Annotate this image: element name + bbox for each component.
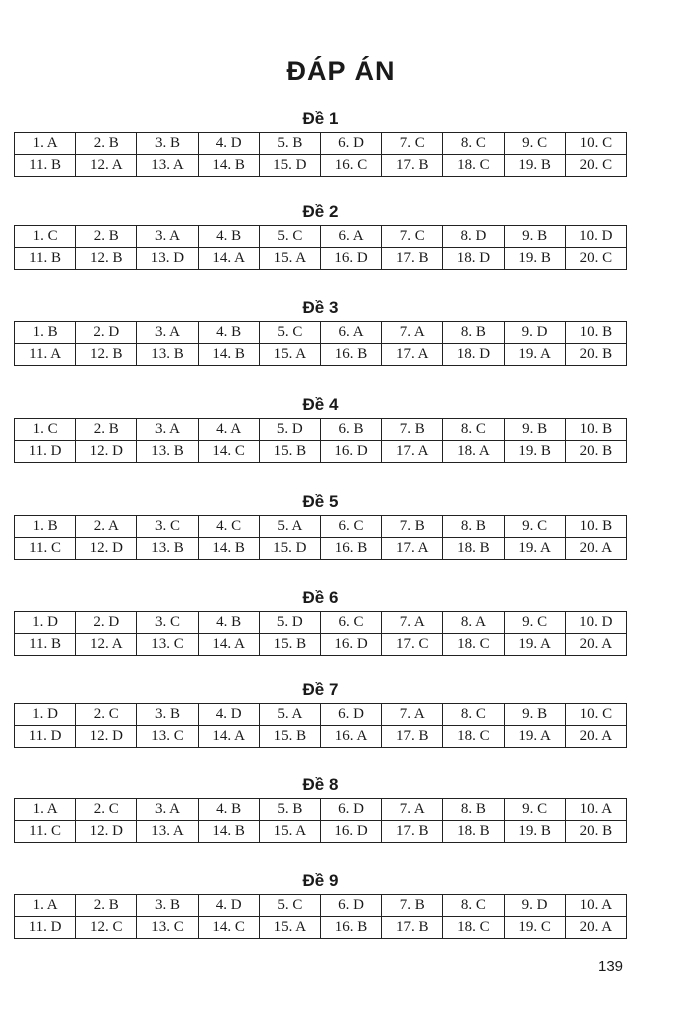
answer-cell: 11. C	[15, 821, 76, 843]
answer-cell: 8. D	[443, 226, 504, 248]
exam-block	[14, 772, 627, 843]
answer-cell: 3. B	[137, 704, 198, 726]
answer-cell: 15. D	[259, 538, 320, 560]
answer-cell: 20. A	[565, 538, 626, 560]
exam-heading: Đề 2	[302, 202, 339, 221]
table-row	[15, 516, 627, 538]
answer-cell: 3. B	[137, 895, 198, 917]
exam-heading: Đề 5	[302, 492, 339, 511]
answer-cell: 14. A	[198, 248, 259, 270]
answer-cell: 12. D	[76, 538, 137, 560]
answer-cell: 15. A	[259, 917, 320, 939]
answer-cell: 14. A	[198, 634, 259, 656]
answer-cell: 10. B	[565, 322, 626, 344]
exam-block	[14, 677, 627, 748]
answer-cell: 13. B	[137, 441, 198, 463]
answer-cell: 19. A	[504, 634, 565, 656]
answer-cell: 4. D	[198, 704, 259, 726]
answer-cell: 7. A	[382, 704, 443, 726]
answer-cell: 11. B	[15, 634, 76, 656]
answer-cell: 5. B	[259, 133, 320, 155]
answer-cell: 9. C	[504, 133, 565, 155]
answer-cell: 11. B	[15, 248, 76, 270]
answer-cell: 9. B	[504, 419, 565, 441]
answer-cell: 1. A	[15, 799, 76, 821]
table-row	[15, 133, 627, 155]
exam-heading: Đề 7	[302, 680, 339, 699]
answer-cell: 16. A	[320, 726, 381, 748]
answer-cell: 12. D	[76, 441, 137, 463]
exam-block	[14, 295, 627, 366]
answer-cell: 15. A	[259, 344, 320, 366]
answer-table	[14, 418, 627, 463]
answer-cell: 20. B	[565, 821, 626, 843]
answer-cell: 10. D	[565, 226, 626, 248]
answer-cell: 18. B	[443, 821, 504, 843]
answer-cell: 17. C	[382, 634, 443, 656]
exam-heading: Đề 8	[302, 775, 339, 794]
table-row	[15, 344, 627, 366]
answer-cell: 16. C	[320, 155, 381, 177]
answer-table	[14, 132, 627, 177]
answer-cell: 13. C	[137, 917, 198, 939]
answer-cell: 10. C	[565, 133, 626, 155]
answer-cell: 12. B	[76, 344, 137, 366]
answer-table	[14, 703, 627, 748]
answer-cell: 8. C	[443, 419, 504, 441]
answer-cell: 13. A	[137, 821, 198, 843]
answer-cell: 12. B	[76, 248, 137, 270]
exam-block	[14, 868, 627, 939]
page-title: ĐÁP ÁN	[286, 56, 396, 86]
table-row	[15, 704, 627, 726]
answer-cell: 11. A	[15, 344, 76, 366]
answer-cell: 6. D	[320, 799, 381, 821]
answer-cell: 4. B	[198, 322, 259, 344]
answer-cell: 9. C	[504, 612, 565, 634]
answer-cell: 9. C	[504, 799, 565, 821]
answer-cell: 6. C	[320, 516, 381, 538]
answer-cell: 6. D	[320, 895, 381, 917]
table-row	[15, 155, 627, 177]
answer-cell: 2. C	[76, 704, 137, 726]
table-row	[15, 612, 627, 634]
answer-cell: 4. C	[198, 516, 259, 538]
answer-cell: 16. D	[320, 441, 381, 463]
answer-cell: 10. A	[565, 895, 626, 917]
answer-cell: 12. D	[76, 821, 137, 843]
answer-cell: 16. B	[320, 917, 381, 939]
answer-cell: 6. D	[320, 704, 381, 726]
answer-cell: 7. B	[382, 419, 443, 441]
answer-cell: 19. C	[504, 917, 565, 939]
answer-cell: 3. C	[137, 612, 198, 634]
answer-cell: 2. D	[76, 322, 137, 344]
answer-cell: 13. A	[137, 155, 198, 177]
answer-cell: 5. C	[259, 322, 320, 344]
answer-cell: 3. A	[137, 419, 198, 441]
answer-cell: 8. C	[443, 133, 504, 155]
answer-cell: 5. C	[259, 895, 320, 917]
answer-cell: 17. B	[382, 821, 443, 843]
answer-cell: 5. D	[259, 612, 320, 634]
answer-cell: 19. A	[504, 344, 565, 366]
answer-cell: 1. B	[15, 516, 76, 538]
answer-cell: 18. D	[443, 344, 504, 366]
answer-cell: 18. D	[443, 248, 504, 270]
answer-cell: 19. B	[504, 155, 565, 177]
answer-cell: 20. B	[565, 441, 626, 463]
answer-cell: 20. A	[565, 634, 626, 656]
answer-cell: 17. B	[382, 248, 443, 270]
answer-cell: 7. A	[382, 799, 443, 821]
answer-cell: 7. C	[382, 226, 443, 248]
answer-cell: 4. B	[198, 612, 259, 634]
answer-cell: 15. B	[259, 441, 320, 463]
answer-cell: 7. A	[382, 322, 443, 344]
answer-cell: 3. C	[137, 516, 198, 538]
answer-cell: 13. C	[137, 726, 198, 748]
table-row	[15, 726, 627, 748]
table-row	[15, 917, 627, 939]
answer-cell: 5. C	[259, 226, 320, 248]
answer-cell: 8. C	[443, 704, 504, 726]
answer-cell: 18. C	[443, 634, 504, 656]
answer-cell: 14. C	[198, 441, 259, 463]
table-row	[15, 419, 627, 441]
table-row	[15, 799, 627, 821]
answer-cell: 15. B	[259, 726, 320, 748]
answer-cell: 1. A	[15, 895, 76, 917]
answer-cell: 17. B	[382, 155, 443, 177]
answer-cell: 10. A	[565, 799, 626, 821]
answer-cell: 9. B	[504, 704, 565, 726]
answer-cell: 4. A	[198, 419, 259, 441]
answer-cell: 17. B	[382, 917, 443, 939]
answer-cell: 1. C	[15, 226, 76, 248]
answer-cell: 11. D	[15, 441, 76, 463]
answer-cell: 20. C	[565, 155, 626, 177]
answer-cell: 12. A	[76, 634, 137, 656]
table-row	[15, 538, 627, 560]
answer-cell: 17. A	[382, 344, 443, 366]
answer-cell: 9. C	[504, 516, 565, 538]
table-row	[15, 895, 627, 917]
answer-cell: 15. A	[259, 248, 320, 270]
answer-cell: 1. C	[15, 419, 76, 441]
answer-cell: 2. B	[76, 895, 137, 917]
answer-table	[14, 798, 627, 843]
answer-cell: 2. D	[76, 612, 137, 634]
answer-cell: 12. A	[76, 155, 137, 177]
answer-cell: 13. B	[137, 538, 198, 560]
answer-cell: 4. B	[198, 226, 259, 248]
answer-cell: 14. B	[198, 155, 259, 177]
answer-cell: 13. B	[137, 344, 198, 366]
answer-cell: 19. B	[504, 441, 565, 463]
answer-cell: 17. A	[382, 441, 443, 463]
answer-cell: 2. C	[76, 799, 137, 821]
answer-cell: 4. B	[198, 799, 259, 821]
answer-cell: 10. B	[565, 419, 626, 441]
answer-cell: 15. D	[259, 155, 320, 177]
answer-cell: 9. D	[504, 322, 565, 344]
answer-cell: 15. B	[259, 634, 320, 656]
answer-cell: 7. C	[382, 133, 443, 155]
answer-cell: 16. D	[320, 821, 381, 843]
exam-heading: Đề 9	[302, 871, 339, 890]
answer-cell: 4. D	[198, 133, 259, 155]
answer-cell: 19. A	[504, 538, 565, 560]
answer-cell: 7. B	[382, 895, 443, 917]
answer-cell: 14. B	[198, 344, 259, 366]
answer-cell: 3. B	[137, 133, 198, 155]
exam-heading: Đề 4	[302, 395, 339, 414]
answer-cell: 18. B	[443, 538, 504, 560]
answer-cell: 8. A	[443, 612, 504, 634]
exam-block	[14, 585, 627, 656]
answer-cell: 20. C	[565, 248, 626, 270]
answer-cell: 5. D	[259, 419, 320, 441]
answer-cell: 6. B	[320, 419, 381, 441]
exam-heading: Đề 6	[302, 588, 339, 607]
answer-cell: 19. B	[504, 821, 565, 843]
answer-cell: 13. D	[137, 248, 198, 270]
answer-cell: 7. B	[382, 516, 443, 538]
exam-block	[14, 106, 627, 177]
answer-table	[14, 225, 627, 270]
answer-cell: 20. B	[565, 344, 626, 366]
answer-cell: 10. D	[565, 612, 626, 634]
table-row	[15, 248, 627, 270]
answer-cell: 18. A	[443, 441, 504, 463]
answer-table	[14, 894, 627, 939]
answer-cell: 6. C	[320, 612, 381, 634]
answer-cell: 7. A	[382, 612, 443, 634]
answer-cell: 16. D	[320, 248, 381, 270]
answer-cell: 16. B	[320, 538, 381, 560]
answer-cell: 3. A	[137, 322, 198, 344]
exam-heading: Đề 1	[302, 109, 339, 128]
answer-cell: 2. B	[76, 133, 137, 155]
answer-cell: 20. A	[565, 917, 626, 939]
answer-cell: 14. C	[198, 917, 259, 939]
answer-cell: 3. A	[137, 799, 198, 821]
table-row	[15, 226, 627, 248]
answer-cell: 19. B	[504, 248, 565, 270]
answer-cell: 6. D	[320, 133, 381, 155]
answer-table	[14, 321, 627, 366]
answer-cell: 14. B	[198, 538, 259, 560]
answer-cell: 18. C	[443, 917, 504, 939]
answer-cell: 9. B	[504, 226, 565, 248]
answer-cell: 6. A	[320, 226, 381, 248]
answer-cell: 1. A	[15, 133, 76, 155]
table-row	[15, 821, 627, 843]
answer-cell: 18. C	[443, 726, 504, 748]
answer-cell: 5. A	[259, 704, 320, 726]
answer-cell: 2. B	[76, 419, 137, 441]
answer-cell: 10. C	[565, 704, 626, 726]
answer-cell: 19. A	[504, 726, 565, 748]
answer-cell: 9. D	[504, 895, 565, 917]
exam-block	[14, 392, 627, 463]
answer-cell: 5. B	[259, 799, 320, 821]
answer-cell: 1. D	[15, 612, 76, 634]
answer-cell: 11. B	[15, 155, 76, 177]
table-row	[15, 441, 627, 463]
exam-block	[14, 199, 627, 270]
answer-cell: 20. A	[565, 726, 626, 748]
answer-cell: 6. A	[320, 322, 381, 344]
answer-cell: 2. B	[76, 226, 137, 248]
answer-cell: 4. D	[198, 895, 259, 917]
answer-cell: 17. B	[382, 726, 443, 748]
answer-cell: 12. D	[76, 726, 137, 748]
answer-cell: 8. B	[443, 799, 504, 821]
answer-cell: 14. A	[198, 726, 259, 748]
answer-cell: 14. B	[198, 821, 259, 843]
page-number: 139	[598, 958, 624, 975]
answer-cell: 11. C	[15, 538, 76, 560]
answer-cell: 11. D	[15, 726, 76, 748]
answer-table	[14, 515, 627, 560]
exam-heading: Đề 3	[302, 298, 339, 317]
answer-cell: 5. A	[259, 516, 320, 538]
answer-table	[14, 611, 627, 656]
answer-cell: 16. B	[320, 344, 381, 366]
answer-cell: 8. B	[443, 322, 504, 344]
answer-cell: 18. C	[443, 155, 504, 177]
answer-cell: 10. B	[565, 516, 626, 538]
answer-cell: 1. B	[15, 322, 76, 344]
table-row	[15, 322, 627, 344]
answer-cell: 16. D	[320, 634, 381, 656]
answer-cell: 1. D	[15, 704, 76, 726]
exam-block	[14, 489, 627, 560]
answer-cell: 13. C	[137, 634, 198, 656]
answer-cell: 8. B	[443, 516, 504, 538]
answer-cell: 15. A	[259, 821, 320, 843]
table-row	[15, 634, 627, 656]
answer-cell: 2. A	[76, 516, 137, 538]
answer-cell: 3. A	[137, 226, 198, 248]
answer-cell: 8. C	[443, 895, 504, 917]
answer-cell: 17. A	[382, 538, 443, 560]
answer-cell: 11. D	[15, 917, 76, 939]
answer-cell: 12. C	[76, 917, 137, 939]
